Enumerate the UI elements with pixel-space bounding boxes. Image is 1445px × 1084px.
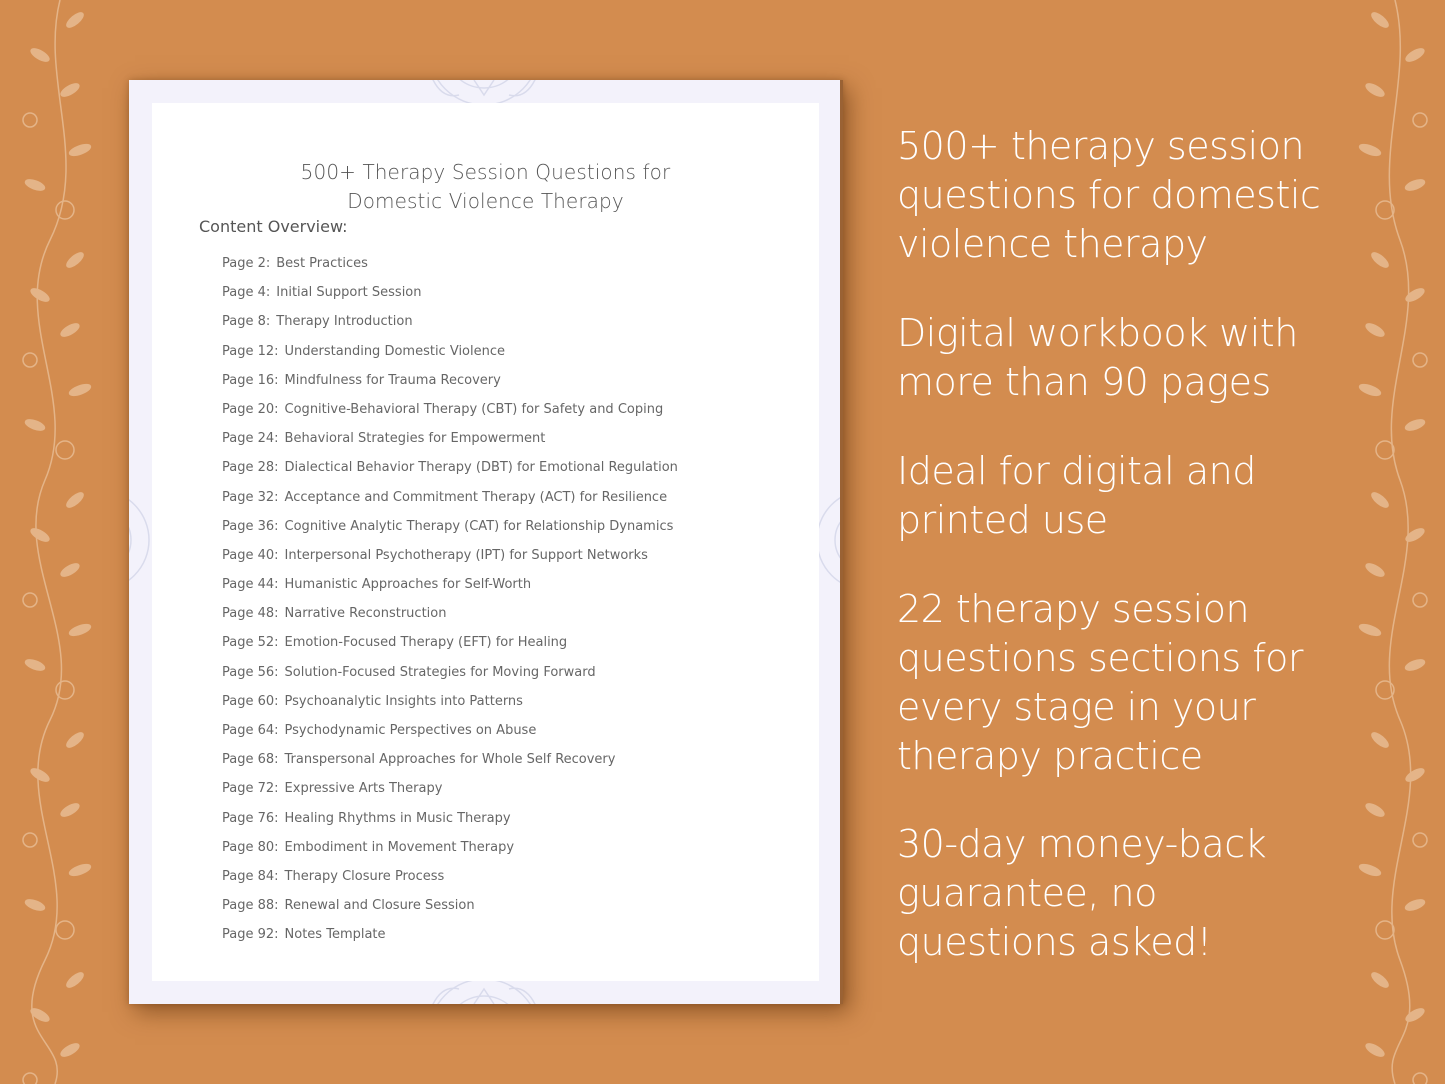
page-edge: [840, 80, 843, 1004]
toc-item: [222, 837, 678, 866]
toc-page-number: Page 32:: [222, 489, 279, 505]
toc-page-number: Page 48:: [222, 606, 279, 622]
toc-title: Initial Support Session: [276, 285, 422, 301]
toc-title: Renewal and Closure Session: [284, 898, 475, 914]
toc-page-number: Page 72:: [222, 781, 279, 797]
toc-page-number: Page 28:: [222, 460, 279, 476]
toc-item: [222, 253, 678, 282]
toc-item: [222, 778, 678, 807]
mandala-left-decoration: [129, 440, 154, 640]
toc-title: Interpersonal Psychotherapy (IPT) for Support Networks: [284, 547, 648, 563]
toc-page-number: Page 68:: [222, 752, 279, 768]
toc-title: Notes Template: [284, 927, 386, 943]
toc-title: Humanistic Approaches for Self-Worth: [284, 577, 532, 593]
toc-item: [222, 574, 678, 603]
toc-page-number: Page 44:: [222, 577, 279, 593]
toc-page-number: Page 84:: [222, 868, 279, 884]
feature-usage: Ideal for digital and printed use: [897, 449, 1256, 542]
toc-item: [222, 691, 678, 720]
toc-title: Therapy Closure Process: [284, 868, 445, 884]
toc-page-number: Page 76:: [222, 810, 279, 826]
content-overview-label: Content Overview:: [199, 217, 348, 236]
toc-page-number: Page 12:: [222, 343, 279, 359]
toc-title: Cognitive Analytic Therapy (CAT) for Relationship Dynamics: [284, 518, 674, 534]
toc-page-number: Page 16:: [222, 372, 279, 388]
toc-page-number: Page 52:: [222, 635, 279, 651]
toc-page-number: Page 80:: [222, 839, 279, 855]
toc-page-number: Page 2:: [222, 256, 271, 271]
toc-title: Healing Rhythms in Music Therapy: [284, 810, 511, 826]
toc-title: Best Practices: [276, 256, 368, 271]
toc-item: [222, 282, 678, 311]
feature-guarantee: 30-day money-back guarantee, no questions asked!: [897, 822, 1267, 964]
feature-question-count: 500+ therapy session questions for domestic violence therapy: [897, 124, 1321, 266]
toc-item: [222, 399, 678, 428]
toc-item: [222, 749, 678, 778]
toc-page-number: Page 60:: [222, 693, 279, 709]
toc-title: Behavioral Strategies for Empowerment: [284, 431, 546, 447]
toc-page-number: Page 64:: [222, 723, 279, 738]
toc-title: Expressive Arts Therapy: [284, 781, 443, 797]
toc-item: [222, 428, 678, 457]
toc-item: [222, 545, 678, 574]
toc-page-number: Page 40:: [222, 547, 279, 563]
toc-item: [222, 311, 678, 340]
toc-title: Psychodynamic Perspectives on Abuse: [284, 723, 537, 738]
toc-title: Narrative Reconstruction: [284, 606, 447, 622]
toc-page-number: Page 36:: [222, 518, 279, 534]
toc-title: Embodiment in Movement Therapy: [284, 839, 515, 855]
toc-item: [222, 457, 678, 486]
toc-item: [222, 924, 678, 953]
toc-title: Solution-Focused Strategies for Moving Forward: [284, 664, 596, 680]
toc-title: Acceptance and Commitment Therapy (ACT) for Resilience: [284, 489, 668, 505]
toc-title: Cognitive-Behavioral Therapy (CBT) for Safety and Coping: [284, 401, 664, 417]
toc-item: [222, 516, 678, 545]
toc-page-number: Page 88:: [222, 898, 279, 914]
toc-item: [222, 341, 678, 370]
toc-item: [222, 632, 678, 661]
toc-item: [222, 603, 678, 632]
toc-item: [222, 720, 678, 749]
toc-title: Therapy Introduction: [276, 314, 413, 330]
toc-page-number: Page 24:: [222, 431, 279, 447]
toc-title: Understanding Domestic Violence: [284, 343, 505, 359]
toc-item: [222, 487, 678, 516]
toc-item: [222, 895, 678, 924]
toc-item: [222, 370, 678, 399]
toc-title: Dialectical Behavior Therapy (DBT) for Emotional Regulation: [284, 460, 678, 476]
document-title-line2: Domestic Violence Therapy: [347, 189, 624, 213]
feature-sections: 22 therapy session questions sections for every stage in your therapy practice: [897, 587, 1304, 778]
table-of-contents: [222, 253, 678, 954]
floral-vine-right-decoration: [1340, 0, 1445, 1084]
toc-page-number: Page 20:: [222, 401, 279, 417]
toc-title: Emotion-Focused Therapy (EFT) for Healing: [284, 635, 568, 651]
toc-title: Transpersonal Approaches for Whole Self Recovery: [284, 752, 616, 768]
toc-page-number: Page 56:: [222, 664, 279, 680]
toc-page-number: Page 92:: [222, 927, 279, 943]
document-title-line1: 500+ Therapy Session Questions for: [300, 160, 671, 184]
toc-item: [222, 866, 678, 895]
document-title: [152, 158, 819, 216]
toc-title: Psychoanalytic Insights into Patterns: [284, 693, 523, 709]
feature-page-count: Digital workbook with more than 90 pages: [897, 311, 1298, 404]
page-content: [152, 103, 819, 981]
workbook-page-preview: [129, 80, 843, 1004]
toc-item: [222, 662, 678, 691]
toc-item: [222, 808, 678, 837]
toc-title: Mindfulness for Trauma Recovery: [284, 372, 501, 388]
toc-page-number: Page 8:: [222, 314, 271, 330]
toc-page-number: Page 4:: [222, 285, 271, 301]
floral-vine-left-decoration: [0, 0, 130, 1084]
